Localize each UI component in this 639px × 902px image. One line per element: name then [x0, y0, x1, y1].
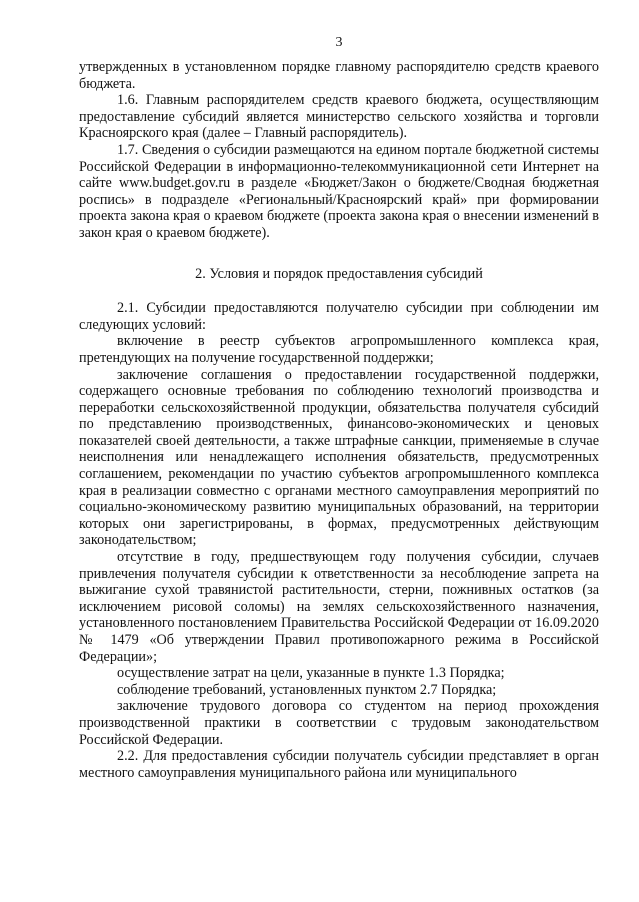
paragraph-1-6: 1.6. Главным распорядителем средств краевого бюджета, осуществляющим предоставление субсидий является министерство сельского хозяйства и торговли Красноярского края (далее – Главный распорядитель). [79, 92, 599, 142]
condition-student-contract: заключение трудового договора со студентом на период прохождения производственной практики в соответствии с трудовым законодательством Российской Федерации. [79, 698, 599, 748]
paragraph-2-2: 2.2. Для предоставления субсидии получатель субсидии представляет в орган местного самоуправления муниципального района или муниципального [79, 748, 599, 781]
condition-no-burning: отсутствие в году, предшествующем году получения субсидии, случаев привлечения получателя субсидии к ответственности за несоблюдение запрета на выжигание сухой травянистой растительности, стерни, пожнивных остатков (за исключением рисовой соломы) на землях сельскохозяйственного назначения, установленного постановлением Правительства Российской Федерации от 16.09.2020 № 1479 «Об утверждении Правил противопожарного режима в Российской Федерации»; [79, 549, 599, 665]
paragraph-1-7: 1.7. Сведения о субсидии размещаются на едином портале бюджетной системы Российской Федерации в информационно-телекоммуникационной сети Интернет на сайте www.budget.gov.ru в разделе «Бюджет/Закон о бюджете/Сводная бюджетная роспись» в подразделе «Региональный/Красноярский край» при формировании проекта закона края о краевом бюджете (проекта закона края о внесении изменений в закон края о краевом бюджете). [79, 141, 599, 241]
condition-registry: включение в реестр субъектов агропромышленного комплекса края, претендующих на получение государственной поддержки; [79, 333, 599, 366]
condition-requirements: соблюдение требований, установленных пунктом 2.7 Порядка; [117, 681, 497, 698]
condition-costs: осуществление затрат на цели, указанные в пункте 1.3 Порядка; [117, 665, 505, 682]
section-heading: 2. Условия и порядок предоставления субсидий [195, 265, 483, 282]
page-number: 3 [335, 35, 343, 50]
condition-agreement: заключение соглашения о предоставлении государственной поддержки, содержащего основные требования по соблюдению технологий производства и переработки сельскохозяйственной продукции, обязательства получателя субсидий по представлению производственных, финансово-экономических и ценовых показателей своей деятельности, а также штрафные санкции, применяемые в случае неисполнения или ненадлежащего исполнения обязательств, предусмотренных соглашением, рекомендации по участию субъектов агропромышленного комплекса края в реализации совместно с органами местного самоуправления мероприятий по социально-экономическому развитию муниципальных образований, на территории которых они зарегистрированы, в формах, предусмотренных действующим законодательством; [79, 366, 599, 549]
paragraph-continuation: утвержденных в установленном порядке главному распорядителю средств краевого бюджета. [79, 59, 599, 92]
paragraph-2-1: 2.1. Субсидии предоставляются получателю субсидии при соблюдении им следующих условий: [79, 300, 599, 333]
